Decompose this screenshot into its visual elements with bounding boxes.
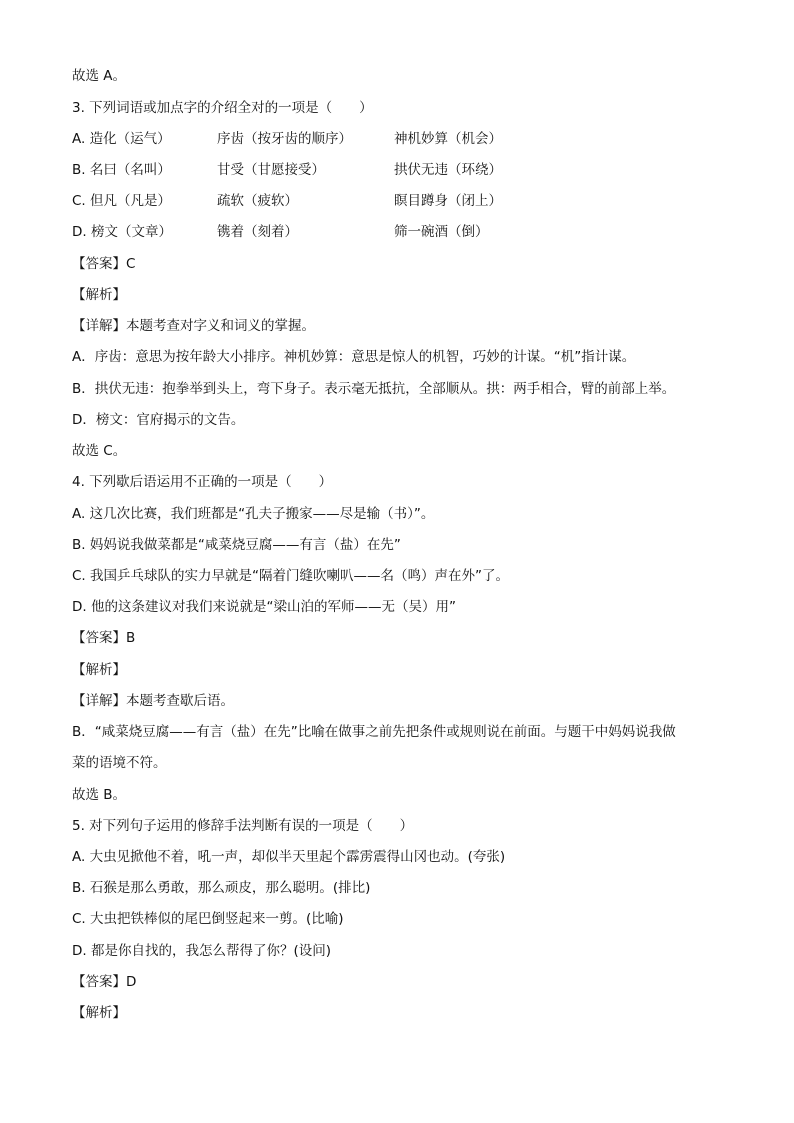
q3-option-row-b bbox=[72, 161, 732, 179]
q5-option-d: D. 都是你自找的，我怎么帮得了你？(设问) bbox=[72, 943, 332, 959]
question-5-stem: 5. 对下列句子运用的修辞手法判断有误的一项是（ ） bbox=[72, 818, 414, 834]
q4-conclusion: 故选 B。 bbox=[72, 787, 127, 803]
question-3-stem: 3. 下列词语或加点字的介绍全对的一项是（ ） bbox=[72, 100, 373, 116]
q3-option-c-1: C. 但凡（凡是） bbox=[72, 193, 172, 209]
question-4-stem: 4. 下列歇后语运用不正确的一项是（ ） bbox=[72, 474, 333, 490]
q3-option-d-1: D. 榜文（文章） bbox=[72, 224, 172, 240]
q3-conclusion: 故选 C。 bbox=[72, 443, 127, 459]
q4-answer: 【答案】B bbox=[72, 630, 136, 646]
q5-option-c: C. 大虫把铁棒似的尾巴倒竖起来一剪。(比喻) bbox=[72, 911, 344, 927]
q3-option-a-1: A. 造化（运气） bbox=[72, 131, 171, 147]
q4-detail-b-line1: B．“咸菜烧豆腐——有言（盐）在先”比喻在做事之前先把条件或规则说在前面。与题干中妈妈说我做 bbox=[72, 724, 676, 740]
q4-option-d: D. 他的这条建议对我们来说就是“梁山泊的军师——无（吴）用” bbox=[72, 599, 456, 615]
q5-answer: 【答案】D bbox=[72, 974, 137, 990]
q3-detail-a: A．序齿：意思为按年龄大小排序。神机妙算：意思是惊人的机智，巧妙的计谋。“机”指计谋。 bbox=[72, 349, 636, 365]
q3-option-c-3: 瞑目蹲身（闭上） bbox=[394, 193, 502, 209]
q5-option-a: A. 大虫见掀他不着，吼一声，却似半天里起个霹雳震得山冈也动。(夸张) bbox=[72, 849, 506, 865]
q5-analysis-label: 【解析】 bbox=[72, 1005, 126, 1021]
q3-option-d-3: 筛一碗酒（倒） bbox=[394, 224, 489, 240]
q3-option-b-3: 拱伏无违（环绕） bbox=[394, 162, 502, 178]
q3-option-b-1: B. 名曰（名叫） bbox=[72, 162, 171, 178]
q3-detail-d: D．榜文：官府揭示的文告。 bbox=[72, 412, 245, 428]
q4-option-b: B. 妈妈说我做菜都是“咸菜烧豆腐——有言（盐）在先” bbox=[72, 537, 401, 553]
q4-option-a: A. 这几次比赛，我们班都是“孔夫子搬家——尽是输（书）”。 bbox=[72, 506, 435, 522]
q3-option-row-c bbox=[72, 192, 732, 210]
q3-analysis-label: 【解析】 bbox=[72, 287, 126, 303]
q3-option-c-2: 疏软（疲软） bbox=[217, 193, 298, 209]
q3-option-a-3: 神机妙算（机会） bbox=[394, 131, 502, 147]
q4-detail-b-line2: 菜的语境不符。 bbox=[72, 755, 167, 771]
q3-detail-b: B．拱伏无违：抱拳举到头上，弯下身子。表示毫无抵抗，全部顺从。拱：两手相合，臂的前部上举。 bbox=[72, 381, 676, 397]
q4-analysis-label: 【解析】 bbox=[72, 662, 126, 678]
q3-option-row-d bbox=[72, 223, 732, 241]
q4-detail: 【详解】本题考查歇后语。 bbox=[72, 693, 234, 709]
q3-answer: 【答案】C bbox=[72, 256, 136, 272]
q4-option-c: C. 我国乒乓球队的实力早就是“隔着门缝吹喇叭——名（鸣）声在外”了。 bbox=[72, 568, 509, 584]
q5-option-b: B. 石猴是那么勇敢，那么顽皮，那么聪明。(排比) bbox=[72, 880, 371, 896]
q3-option-b-2: 甘受（甘愿接受） bbox=[217, 162, 325, 178]
q3-option-d-2: 镌着（刻着） bbox=[217, 224, 298, 240]
q3-option-a-2: 序齿（按牙齿的顺序） bbox=[217, 131, 352, 147]
answer-conclusion: 故选 A。 bbox=[72, 68, 127, 84]
q3-option-row-a bbox=[72, 130, 732, 148]
q3-detail: 【详解】本题考查对字义和词义的掌握。 bbox=[72, 318, 315, 334]
